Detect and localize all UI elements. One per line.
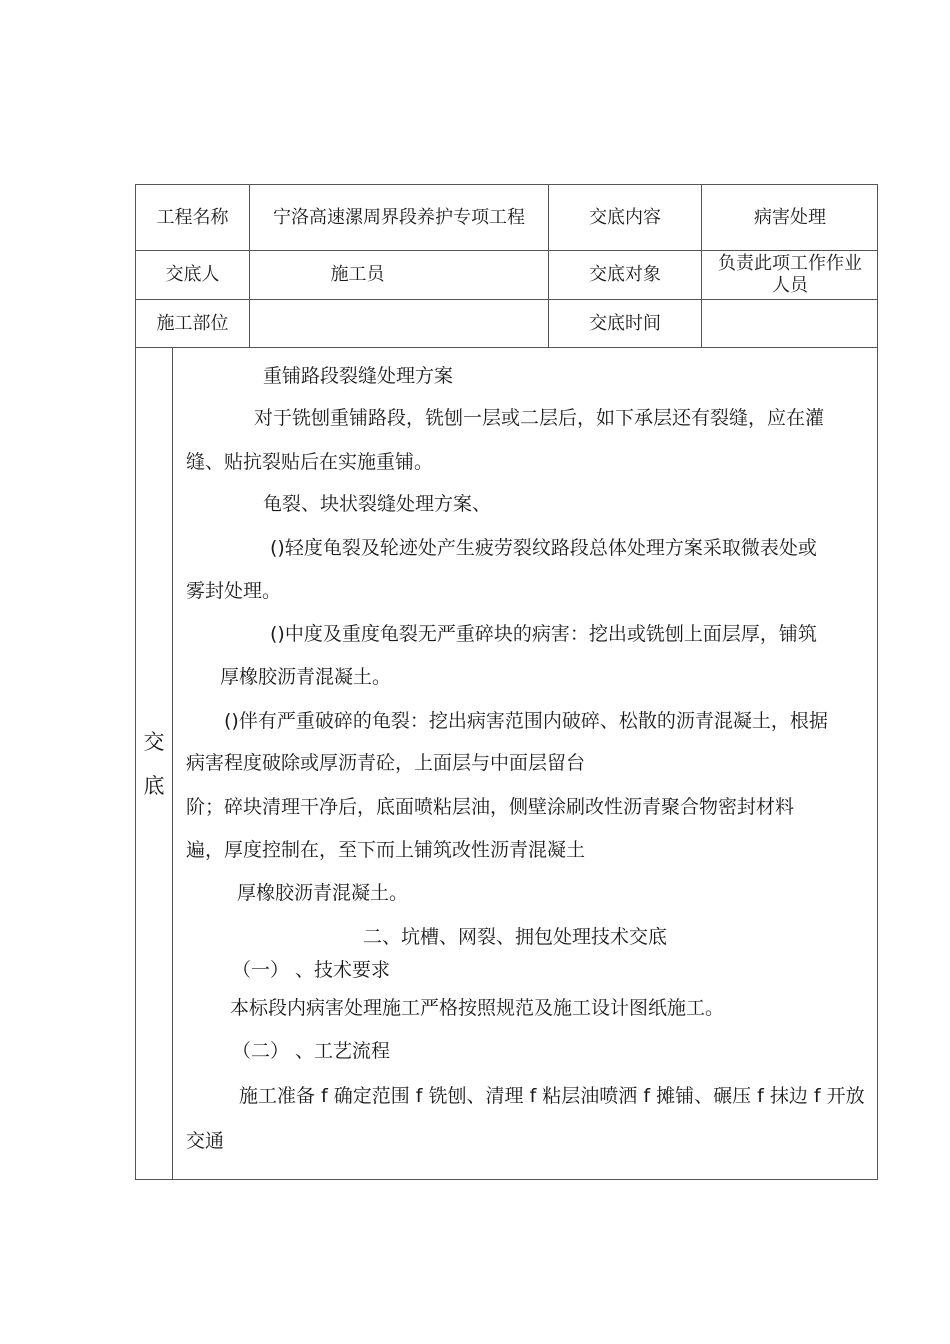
presenter-value: 施工员 — [330, 264, 385, 285]
body-line-7: ()中度及重度龟裂无严重碎块的病害：挖出或铣刨上面层厚，铺筑 — [270, 623, 817, 645]
target-value-line2: 人员 — [772, 275, 808, 296]
location-label: 施工部位 — [156, 312, 229, 334]
body-line-14: 二、坑槽、网裂、拥包处理技术交底 — [363, 926, 668, 948]
location-value — [250, 300, 548, 347]
body-line-3: 缝、贴抗裂贴后在实施重铺。 — [186, 451, 434, 473]
side-label-char-2: 底 — [143, 773, 165, 798]
body-line-19: 交通 — [186, 1130, 225, 1152]
target-value-line1: 负责此项工作作业 — [718, 253, 862, 274]
body-line-4: 龟裂、块状裂缝处理方案、 — [263, 493, 492, 515]
row-divider-3 — [136, 347, 877, 348]
body-line-11: 阶；碎块清理干净后，底面喷粘层油，侧壁涂刷改性沥青聚合物密封材料 — [186, 796, 795, 818]
body-line-1: 重铺路段裂缝处理方案 — [263, 365, 454, 387]
body-line-12: 遍，厚度控制在，至下而上铺筑改性沥青混凝土 — [186, 839, 586, 861]
body-line-2: 对于铣刨重铺路段，铣刨一层或二层后，如下承层还有裂缝，应在灌 — [254, 407, 825, 429]
body-line-16: 本标段内病害处理施工严格按照规范及施工设计图纸施工。 — [230, 997, 725, 1019]
content-label: 交底内容 — [589, 206, 661, 228]
body-line-8: 厚橡胶沥青混凝土。 — [220, 666, 392, 688]
body-line-15: （一） 、技术要求 — [232, 959, 391, 981]
body-line-5: ()轻度龟裂及轮迹处产生疲劳裂纹路段总体处理方案采取微表处或 — [270, 537, 817, 559]
body-line-13: 厚橡胶沥青混凝土。 — [237, 882, 409, 904]
col-divider-side — [172, 347, 173, 1179]
body-line-18: 施工准备 f 确定范围 f 铣刨、清理 f 粘层油喷洒 f 摊铺、碾压 f 抹边 f 开放 — [239, 1085, 865, 1107]
body-line-6: 雾封处理。 — [186, 580, 282, 602]
target-value — [702, 251, 878, 299]
body-line-10: 病害程度破除或厚沥青砼，上面层与中面层留台 — [186, 752, 586, 774]
time-value — [702, 300, 878, 347]
target-label: 交底对象 — [589, 264, 661, 285]
time-label: 交底时间 — [589, 312, 661, 334]
project-name-value: 宁洛高速漯周界段养护专项工程 — [273, 206, 525, 228]
project-name-label: 工程名称 — [156, 206, 229, 228]
body-line-17: （二） 、工艺流程 — [232, 1040, 391, 1062]
disclosure-side-label — [136, 348, 172, 1179]
content-value: 病害处理 — [754, 206, 826, 228]
presenter-label: 交底人 — [165, 264, 220, 285]
body-line-9: ()伴有严重破碎的龟裂：挖出病害范围内破碎、松散的沥青混凝土，根据 — [224, 710, 828, 732]
side-label-char-1: 交 — [143, 729, 165, 754]
